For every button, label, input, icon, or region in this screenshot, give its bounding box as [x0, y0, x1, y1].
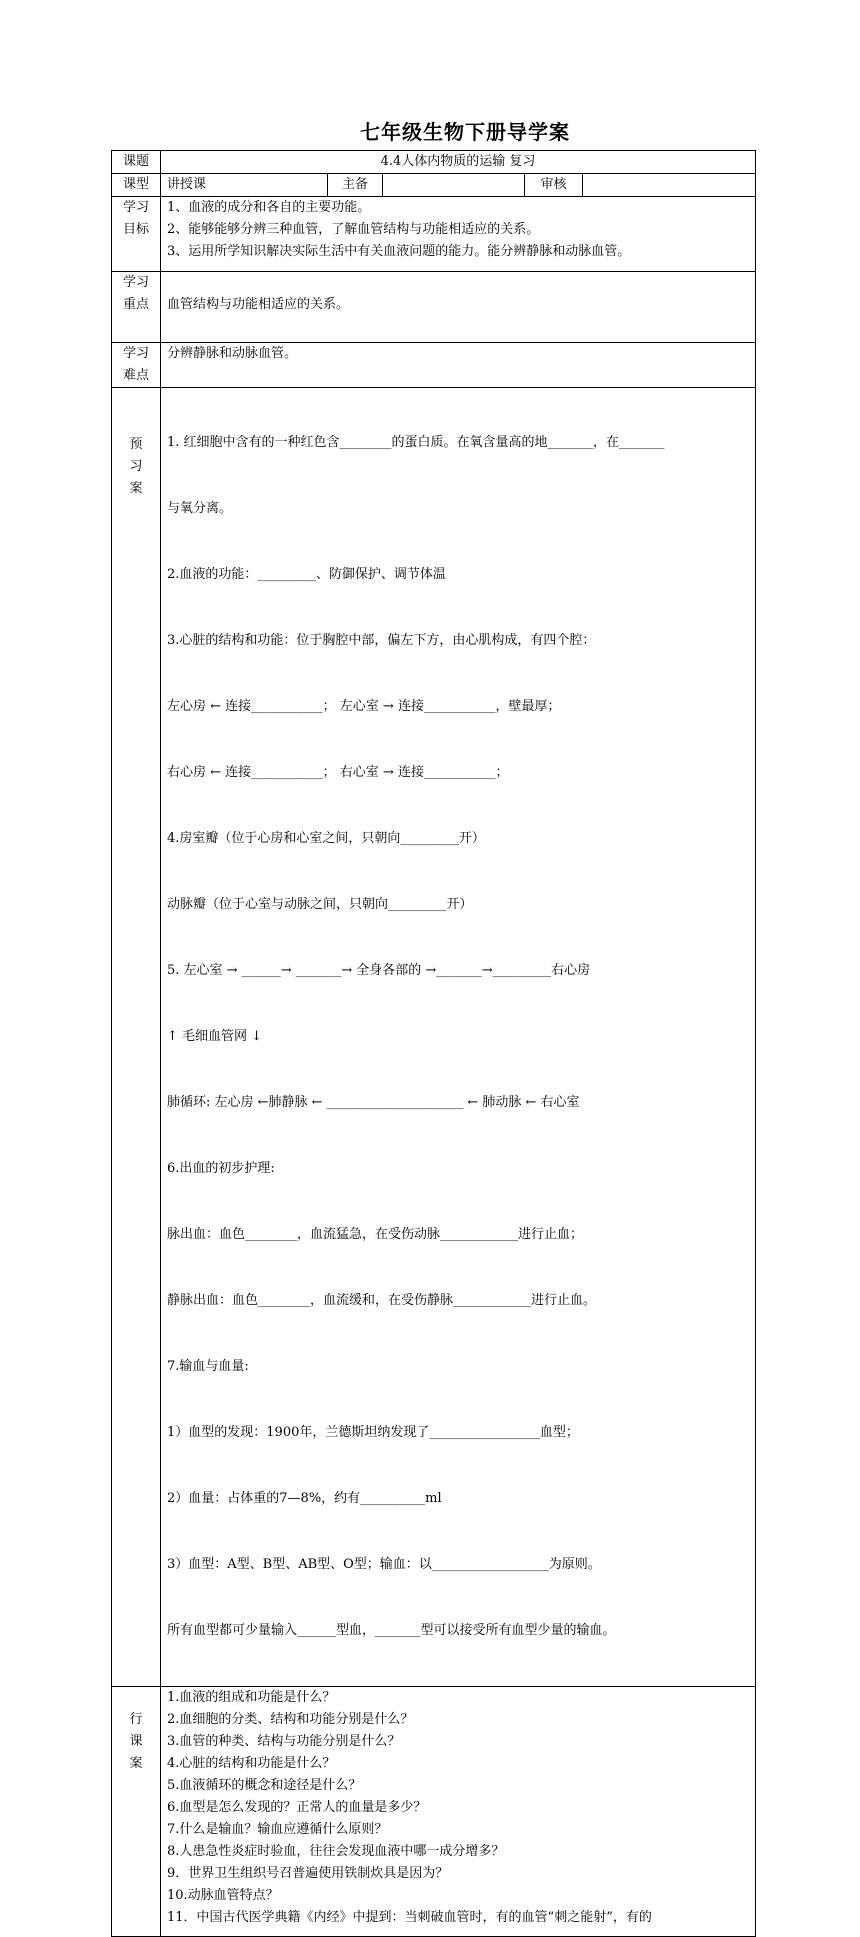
lesson-question: 1.血液的组成和功能是什么？ — [167, 1690, 336, 1705]
preview-label-char: 预 — [129, 437, 143, 452]
goals-label-line-1: 学习 — [122, 200, 149, 215]
lesson-label-char: 课 — [129, 1734, 143, 1749]
preview-line: 7.输血与血量: — [167, 1359, 249, 1374]
goals-label-line-2: 目标 — [122, 222, 149, 237]
preview-line: 所有血型都可少量输入______型血，_______型可以接受所有血型少量的输血。 — [167, 1623, 616, 1638]
preview-label-char: 案 — [129, 481, 143, 496]
preview-line: 脉出血：血色________，血流猛急，在受伤动脉____________进行止血； — [167, 1227, 584, 1242]
key-points-content — [161, 272, 756, 343]
preview-line: 2）血量：占体重的7—8%，约有__________ml — [167, 1491, 442, 1506]
preview-line: 6.出血的初步护理: — [167, 1161, 275, 1176]
key-points-row — [112, 272, 756, 343]
preview-line: ↑ 毛细血管网 ↓ — [167, 1029, 263, 1044]
difficulties-label-line-1: 学习 — [122, 346, 149, 361]
preview-line: 1）血型的发现：1900年，兰德斯坦纳发现了_________________血型； — [167, 1425, 579, 1440]
lesson-label-char: 案 — [129, 1756, 143, 1771]
lesson-question: 8.人患急性炎症时验血，往往会发现血液中哪一成分增多？ — [167, 1844, 505, 1859]
preview-line: 静脉出血：血色________，血流缓和，在受伤静脉____________进行止血。 — [167, 1293, 597, 1308]
difficulties-label-line-2: 难点 — [122, 368, 149, 383]
difficulties-content — [161, 343, 756, 388]
lesson-label — [112, 1687, 161, 1937]
preview-line: 动脉瓣（位于心室与动脉之间，只朝向_________开） — [167, 897, 473, 912]
lesson-question: 5.血液循环的概念和途径是什么？ — [167, 1778, 362, 1793]
preview-line: 1. 红细胞中含有的一种红色含________的蛋白质。在氧含量高的地_______，在_______ — [167, 435, 665, 450]
topic-value: 4.4人体内物质的运输 复习 — [161, 151, 756, 174]
preview-line: 4.房室瓣（位于心房和心室之间，只朝向_________开） — [167, 831, 485, 846]
lesson-question: 9．世界卫生组织号召普遍使用铁制炊具是因为？ — [167, 1866, 449, 1881]
key-points-label-line-2: 重点 — [122, 297, 149, 312]
preview-content — [161, 388, 756, 1687]
difficulties-text: 分辨静脉和动脉血管。 — [167, 346, 298, 361]
preview-line: 右心房 ← 连接___________； 右心室 → 连接___________； — [167, 765, 509, 780]
topic-row — [112, 151, 756, 174]
goal-item: 1、血液的成分和各自的主要功能。 — [167, 200, 371, 215]
key-points-text: 血管结构与功能相适应的关系。 — [167, 297, 350, 312]
lesson-question: 11．中国古代医学典籍《内经》中提到：当刺破血管时，有的血管“刺之能射”，有的 — [167, 1910, 652, 1925]
goals-row — [112, 197, 756, 272]
preview-line: 2.血液的功能：_________、防御保护、调节体温 — [167, 567, 446, 582]
type-value: 讲授课 — [161, 174, 328, 197]
key-points-label — [112, 272, 161, 343]
review-label: 审核 — [525, 174, 583, 197]
page-title: 七年级生物下册导学案 — [360, 120, 570, 144]
preview-line: 5. 左心室 → ______→ _______→ 全身各部的 →_______→_________右心房 — [167, 963, 591, 978]
preview-line: 左心房 ← 连接___________； 左心室 → 连接___________，壁最厚； — [167, 699, 561, 714]
lesson-question: 2.血细胞的分类、结构和功能分别是什么？ — [167, 1712, 414, 1727]
lesson-question: 10.动脉血管特点？ — [167, 1888, 279, 1903]
key-points-label-line-1: 学习 — [122, 275, 149, 290]
difficulties-row — [112, 343, 756, 388]
lesson-label-char: 行 — [129, 1712, 143, 1727]
lesson-content — [161, 1687, 756, 1937]
preview-line: 肺循环: 左心房 ←肺静脉 ← _____________________ ← 肺动脉 ← 右心室 — [167, 1095, 580, 1110]
lesson-question: 6.血型是怎么发现的？正常人的血量是多少？ — [167, 1800, 427, 1815]
preview-label-char: 习 — [129, 459, 143, 474]
topic-label: 课题 — [112, 151, 161, 174]
preview-line: 3）血型：A型、B型、AB型、O型；输血：以__________________为原则。 — [167, 1557, 601, 1572]
goals-label — [112, 197, 161, 272]
goal-item: 2、能够能够分辨三种血管，了解血管结构与功能相适应的关系。 — [167, 222, 540, 237]
preview-label — [112, 388, 161, 1687]
lesson-question: 7.什么是输血？输血应遵循什么原则？ — [167, 1822, 388, 1837]
type-row — [112, 174, 756, 197]
lesson-question: 3.血管的种类、结构与功能分别是什么？ — [167, 1734, 401, 1749]
goals-content — [161, 197, 756, 272]
preview-line: 与氧分离。 — [167, 501, 233, 516]
lead-label: 主备 — [328, 174, 383, 197]
lesson-question: 4.心脏的结构和功能是什么？ — [167, 1756, 336, 1771]
goal-item: 3、运用所学知识解决实际生活中有关血液问题的能力。能分辨静脉和动脉血管。 — [167, 244, 631, 259]
lead-value — [383, 174, 525, 197]
lesson-row — [112, 1687, 756, 1937]
difficulties-label — [112, 343, 161, 388]
preview-row — [112, 388, 756, 1687]
review-value — [583, 174, 756, 197]
type-label: 课型 — [112, 174, 161, 197]
preview-line: 3.心脏的结构和功能：位于胸腔中部，偏左下方，由心肌构成，有四个腔： — [167, 633, 596, 648]
study-guide-table — [111, 150, 756, 1937]
